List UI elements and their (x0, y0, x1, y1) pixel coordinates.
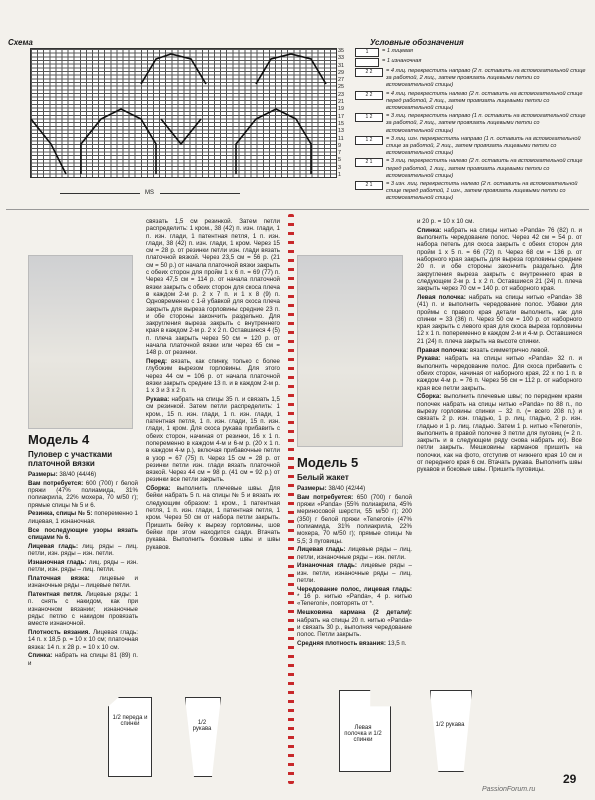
model5-photo (297, 255, 403, 447)
model4-body-pattern (108, 697, 152, 777)
legend-item: 1 2 = 3 лиц. перекрестить направо (1 п. оставить на вспомогательной спице за работой, 2 лиц., затем провязать лицевыми петли со вспомогательной спицы) (355, 113, 587, 135)
model4-col1: Размеры: 38/40 (44/46) Вам потребуется: 600 (700) г белой пряжи (47% полиамида, 31% полиакрила, 22% мохера, 70 м/50 г); прямые спицы № 5 и 6. Резинка, спицы № 5: попеременно 1 лицевая, 1 изнаночная. Все последующие узоры вязать спицами № 6. Лицевая гладь: лиц. ряды – лиц. петли, изн. ряды – изн. петли. Изнаночная гладь: лиц. ряды – изн. петли, изн. ряды – лиц. петли. Платочная вязка: лицевые и изнаночные ряды – лицевые петли. Патентная петля. Лицевые ряды: 1 п. снять с накидом, как при изнаночном вязании; изнаночные ряды: петлю с накидом провязать вместе изнаночной. Плотность вязания. Лицевая гладь: 14 п. x 18,5 р. = 10 x 10 см; платочная вязка: 14 п. x 28 р. = 10 x 10 см. Спинка: набрать на спицы 81 (89) п. и (28, 471, 139, 667)
legend-item: = 1 изнаночная (355, 58, 587, 67)
model4-sleeve-label: 1/2 рукава (192, 720, 212, 732)
model5-sleeve-label: 1/2 рукава (435, 722, 465, 728)
ms-line-right (160, 193, 240, 194)
section-divider (6, 209, 589, 210)
page-number: 29 (563, 772, 577, 786)
schema-title: Схема (8, 38, 33, 47)
symbol-knit: 1 (355, 48, 379, 57)
model4-photo (28, 255, 133, 429)
model4-sleeve-pattern (185, 697, 221, 777)
symbol-cable-left-3: 2 1 (355, 158, 383, 167)
ms-line (60, 193, 140, 194)
symbol-cable-right-3-purl: 1 2 (355, 136, 383, 145)
legend-item: 2 1 = 3 лиц. перекрестить налево (2 п. оставить на вспомогательной спице перед работой, 1 лиц., затем провязать лицевыми петли со вспомогательной спицы) (355, 158, 587, 180)
legend-item: 2 2 = 4 лиц. перекрестить направо (2 п. оставить на вспомогательной спице за работой, 2 лиц., затем провязать лицевыми петли со вспомогательной спицы) (355, 68, 587, 90)
legend-title: Условные обозначения (370, 38, 464, 47)
symbol-purl (355, 58, 379, 67)
legend-item: 2 2 = 4 лиц. перекрестить налево (2 п. оставить на вспомогательной спице перед работой, 2 лиц., затем провязать лицевыми петли со вспомогательной спицы) (355, 91, 587, 113)
legend-item: 2 1 = 3 изн. лиц. перекрестить налево (2 п. оставить на вспомогательной спице перед работой, 1 изн., затем провязать лицевыми петли со вспомогательной спицы) (355, 181, 587, 203)
dotted-separator (288, 214, 294, 784)
model5-body-label: Левая полочка и 1/2 спинки (344, 725, 382, 743)
model5-sleeve-pattern (430, 690, 472, 772)
symbol-cable-right-3: 1 2 (355, 113, 383, 122)
knitting-chart (30, 48, 337, 178)
model5-title: Модель 5 Белый жакет (297, 455, 359, 482)
legend-item: 1 = 1 лицевая (355, 48, 587, 57)
cable-motif-lines (31, 49, 336, 177)
model4-col2: связать 1,5 см резинкой. Затем петли распределить: 1 кром., 38 (42) п. изн. глади, 1 п. изн. глади, 1 патентная петля, 1 п. изн. глади, 38 (42) п. изн. глади, 1 кром. Через 15 см = 28 р. от резинки петли изн. глади вязать платочной вязкой. Через 23,5 см = 56 р. (21 см = 50 р.) от начала платочной вязки закрыть с обеих сторон для пройм 1 x 6 п. = 69 (77) п. Через 47,5 см = 114 р. от начала платочной вязки закрыть с обеих сторон для скоса плеча в каждом 2-м р. 2 x 7 п. и 1 x 8 (9) п. Одновременно с 1-й убавкой для скоса плеча закрыть для выреза горловины средние 23 п. и обе стороны закончить раздельно. Для закругления выреза закрыть с внутреннего края в каждом 2-м р. 2 x 2 п. Оставшиеся 4 (5) п. плеча закрыть через 50 см = 120 р. от начала платочной вязки или через 65 см = 148 р. от резинки. Перед: вязать, как спинку, только с более глубоким вырезом горловины. Для этого через 44 см = 106 р. от начала платочной вязки закрыть средние 13 п. и в каждом 2-м р. 1 x 3 и 3 x 2 п. Рукава: набрать на спицы 35 п. и связать 1,5 см резинкой. Затем петли распределить: 1 кром., 15 п. изн. глади, 1 п. изн. глади, 1 патентная петля, 1 п. изн. глади, 15 п. изн. глади, 1 кром. Для скоса рукава прибавить с обеих сторон, начиная от резинки, 16 x 1 п. попеременно в каждом 4-м и 6-м р. (20 x 1 п. в каждом 4-м р.), включая прибавочные петли в узор = 67 (75) п. Через 15 см = 28 р. от резинки петли изн. глади вязать платочной вязкой. Через 44 см = 98 р. (41 см = 92 р.) от резинки все петли закрыть. Сборка: выполнить плечевые швы. Для бейки набрать 5 п. на спицы № 5 и вязать их следующим образом: 1 кром., 1 патентная петля, 1 п. изн. глади, 1 патентная петля, 1 кром. Через 50 см от набора петли закрыть. Пришить бейку к вырезу горловины, шов бейки при этом находится сзади. Втачать рукава. Выполнить боковые швы и швы рукавов. (146, 218, 280, 551)
site-watermark: PassionForum.ru (482, 786, 536, 793)
model4-body-label: 1/2 переда и спинки (112, 715, 148, 727)
model5-col2: и 20 р. = 10 x 10 см. Спинка: набрать на спицы нитью «Panda» 76 (82) п. и выполнить чередование полос. Через 42 см = 54 р. от набора петель для скоса закрыть с обеих сторон для пройм 1 x 5 п. = 66 (72) п. Через 68 см = 136 р. от наборного края закрыть для выреза горловины средние 20 п. и обе стороны закончить раздельно. Для закругления выреза закрыть с внутреннего края в следующем 2-м р. 1 x 2 п. Оставшиеся 21 (24) п. плеча закрыть через 70 см = 140 р. от наборного края. Левая полочка: набрать на спицы нитью «Panda» 38 (41) п. и выполнить чередование полос. Убавки для проймы с правого края детали выполнить, как для спинки = 33 (36) п. Через 50 см = 100 р. от наборного края закрыть с левого края для скоса выреза горловины 12 x 1 п. попеременно в каждом 2-м и 4-м р. Оставшиеся 21 (24) п. плеча закрыть на высоте спинки. Правая полочка: вязать симметрично левой. Рукава: набрать на спицы нитью «Panda» 32 п. и выполнить чередование полос. Для скоса прибавить с обеих сторон, начиная от наборного края, 22 x по 1 п. в каждом 4-м р. = 76 п. Через 56 см = 112 р. от наборного края все петли закрыть. Сборка: выполнить плечевые швы; по переднем краям полочек набрать на спицы нитью «Panda» по 88 п., по вырезу горловины спинки – 32 п. (= всего 208 п.) и связать 2 р. изн. гладью, 1 р. лиц. гладью, 2 р. изн. гладью и 1 р. лиц. гладью. Затем 1 р. нитью «Teneroni», выполнить в правой полочке 3 петли для пуговиц (= 2 п. закрыть и в следующем ряду снова набрать их). Все петли закрыть. Мешковины карманов пришить на полочки, как на фото, отступив от нижнего края 10 см и от переднего края 6 см. Втачать рукава. Выполнить швы рукавов и боковые швы. Пришить пуговицы. (417, 218, 582, 474)
model4-title: Модель 4 Пуловер с участками платочной вязки (28, 432, 113, 468)
ms-label: MS (145, 190, 154, 196)
legend (355, 48, 587, 204)
model5-col1: Размеры: 38/40 (42/44) Вам потребуется: 650 (700) г белой пряжи «Panda» (55% полиакрила, 45% мериносовой шерсти, 55 м/50 г); 200 (350) г белой пряжи «Teneroni» (47% полиамида, 31% полиакрила, 22% мохера, 70 м/50 г); прямые спицы № 5,5; 3 пуговицы. Лицевая гладь: лицевые ряды – лиц. петли, изнаночные ряды – изн. петли. Изнаночная гладь: лицевые ряды – изн. петли, изнаночные ряды – лиц. петли. Чередование полос, лицевая гладь: * 16 р. нитью «Panda», 4 р. нитью «Teneroni», повторять от *. Мешковина кармана (2 детали): набрать на спицы 20 п. нитью «Panda» и связать 30 р., выполняя чередование полос. Петли закрыть. Средняя плотность вязания: 13,5 п. (297, 485, 412, 647)
symbol-cable-right-4: 2 2 (355, 68, 383, 77)
row-numbers: 35 33 31 29 27 25 23 21 19 17 15 13 11 9 7 5 3 1 (338, 48, 344, 179)
symbol-cable-left-4: 2 2 (355, 91, 383, 100)
legend-item: 1 2 = 3 лиц. изн. перекрестить направо (1 п. оставить на вспомогательной спице за работой, 2 лиц., затем провязать лицевыми петли со вспомогательной спицы) (355, 136, 587, 158)
symbol-cable-left-3-purl: 2 1 (355, 181, 383, 190)
